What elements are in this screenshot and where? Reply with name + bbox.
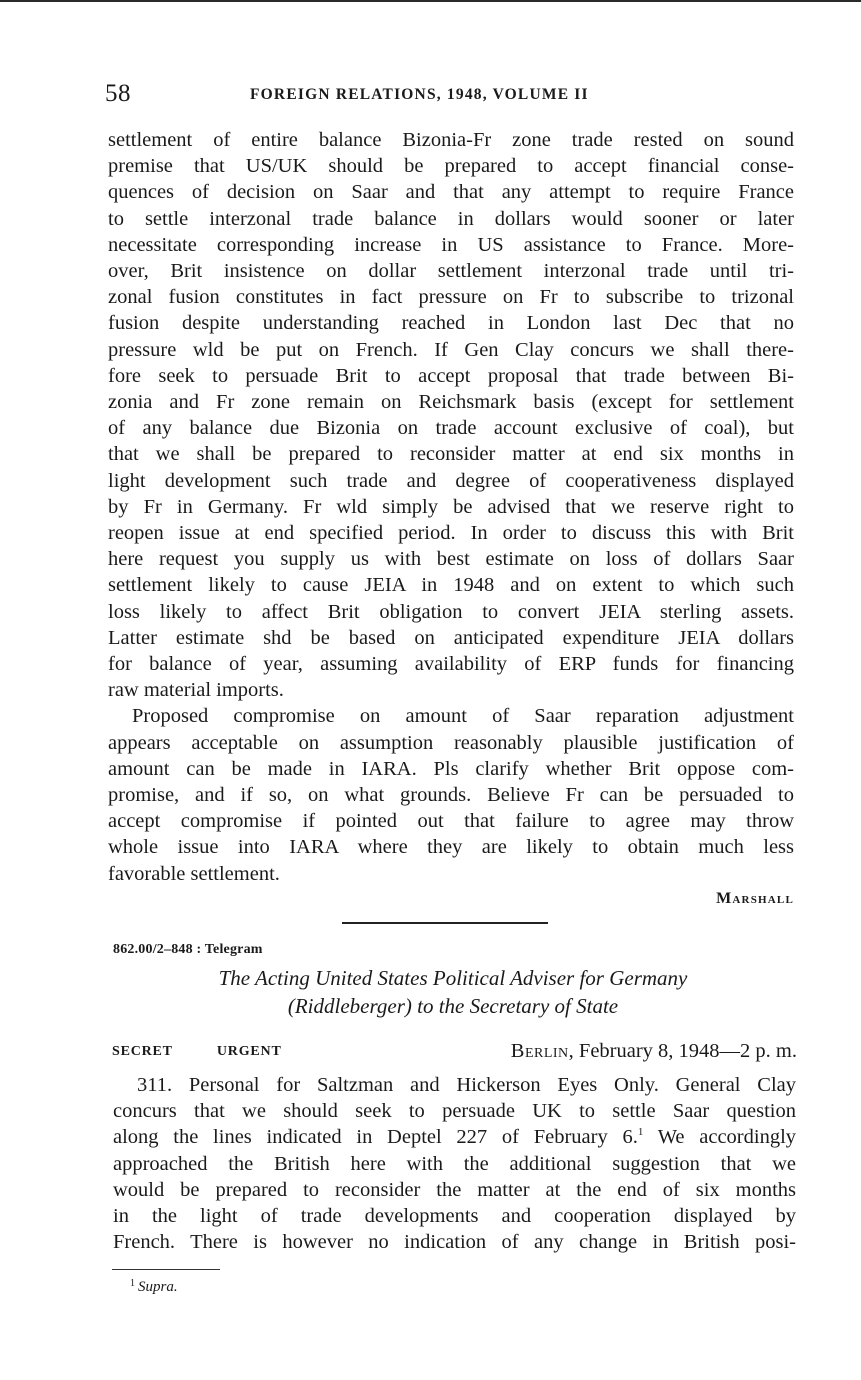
text-line: concurs that we should seek to persuade UK to settle Saar question [113, 1100, 796, 1123]
signature: Marshall [716, 890, 794, 907]
text-line: French. There is however no indication of any change in British posi- [113, 1231, 796, 1254]
text-line: that we shall be prepared to reconsider matter at end six months in [108, 443, 794, 466]
telegram-body [113, 1072, 796, 1255]
text-line: by Fr in Germany. Fr wld simply be advised that we reserve right to [108, 495, 794, 518]
footnote-reference[interactable]: 1 [637, 1126, 644, 1139]
text-line: appears acceptable on assumption reasonably plausible justification of [108, 731, 794, 754]
text-line: Latter estimate shd be based on anticipated expenditure JEIA dollars [108, 626, 794, 649]
document-title [108, 964, 798, 1020]
text-line: here request you supply us with best estimate on loss of dollars Saar [108, 548, 794, 571]
section-divider [342, 922, 548, 924]
text-line: zonal fusion constitutes in fact pressure on Fr to subscribe to trizonal [108, 286, 794, 309]
text-line: zonia and Fr zone remain on Reichsmark basis (except for settlement [108, 391, 794, 414]
text-line: amount can be made in IARA. Pls clarify whether Brit oppose com- [108, 757, 794, 780]
footnote-text: Supra. [138, 1279, 178, 1295]
dateline-date: , February 8, 1948—2 p. m. [568, 1040, 797, 1062]
text-line [113, 1124, 796, 1150]
text-line: quences of decision on Saar and that any attempt to require France [108, 181, 794, 204]
text-line: premise that US/UK should be prepared to accept financial conse- [108, 155, 794, 178]
text-line: for balance of year, assuming availability of ERP funds for financing [108, 653, 794, 676]
page-number: 58 [105, 80, 131, 107]
page-header [105, 80, 795, 110]
file-reference: 862.00/2–848 : Telegram [113, 942, 263, 957]
text-line: settlement likely to cause JEIA in 1948 and on extent to which such [108, 574, 794, 597]
text-line: loss likely to affect Brit obligation to convert JEIA sterling assets. [108, 600, 794, 623]
running-head: FOREIGN RELATIONS, 1948, VOLUME II [250, 86, 589, 103]
footnote-marker: 1 [130, 1278, 135, 1289]
text-line: accept compromise if pointed out that failure to agree may throw [108, 810, 794, 833]
title-line: The Acting United States Political Adviser for Germany [218, 966, 688, 990]
text-line: raw material imports. [108, 679, 284, 702]
text-line: reopen issue at end specified period. In order to discuss this with Brit [108, 522, 794, 545]
text-line: promise, and if so, on what grounds. Believe Fr can be persuaded to [108, 784, 794, 807]
dateline-city: Berlin [510, 1040, 569, 1062]
text-line: in the light of trade developments and cooperation displayed by [113, 1205, 796, 1228]
text-fragment: We accordingly [643, 1126, 796, 1149]
footnote [130, 1278, 178, 1296]
text-line: Proposed compromise on amount of Saar reparation adjustment [132, 705, 794, 728]
classification-line [112, 1044, 282, 1060]
dateline [511, 1040, 797, 1063]
text-line: settlement of entire balance Bizonia-Fr zone trade rested on sound [108, 129, 794, 151]
classification-label: SECRET [112, 1044, 173, 1059]
text-line: of any balance due Bizonia on trade account exclusive of coal), but [108, 417, 794, 440]
text-line: approached the British here with the additional suggestion that we [113, 1152, 796, 1175]
urgency-label: URGENT [216, 1044, 282, 1059]
text-line: light development such trade and degree of cooperativeness displayed [108, 469, 794, 492]
text-line: whole issue into IARA where they are likely to obtain much less [108, 836, 794, 859]
text-line: necessitate corresponding increase in US assistance to France. More- [108, 233, 794, 256]
title-line: (Riddleberger) to the Secretary of State [287, 994, 619, 1018]
text-line: favorable settlement. [108, 862, 280, 885]
text-line: would be prepared to reconsider the matter at the end of six months [113, 1178, 796, 1201]
paragraph [108, 703, 794, 886]
text-line: 311. Personal for Saltzman and Hickerson Eyes Only. General Clay [137, 1074, 796, 1096]
text-fragment: along the lines indicated in Deptel 227 of February 6. [113, 1126, 638, 1149]
text-line: pressure wld be put on French. If Gen Clay concurs we shall there- [108, 338, 794, 361]
text-line: fusion despite understanding reached in London last Dec that no [108, 312, 794, 335]
text-line: to settle interzonal trade balance in dollars would sooner or later [108, 207, 794, 230]
text-line: over, Brit insistence on dollar settlement interzonal trade until tri- [108, 260, 794, 283]
paragraph [108, 127, 794, 703]
footnote-rule [112, 1269, 220, 1270]
continued-telegram-text [108, 127, 794, 887]
text-line: fore seek to persuade Brit to accept proposal that trade between Bi- [108, 364, 794, 387]
